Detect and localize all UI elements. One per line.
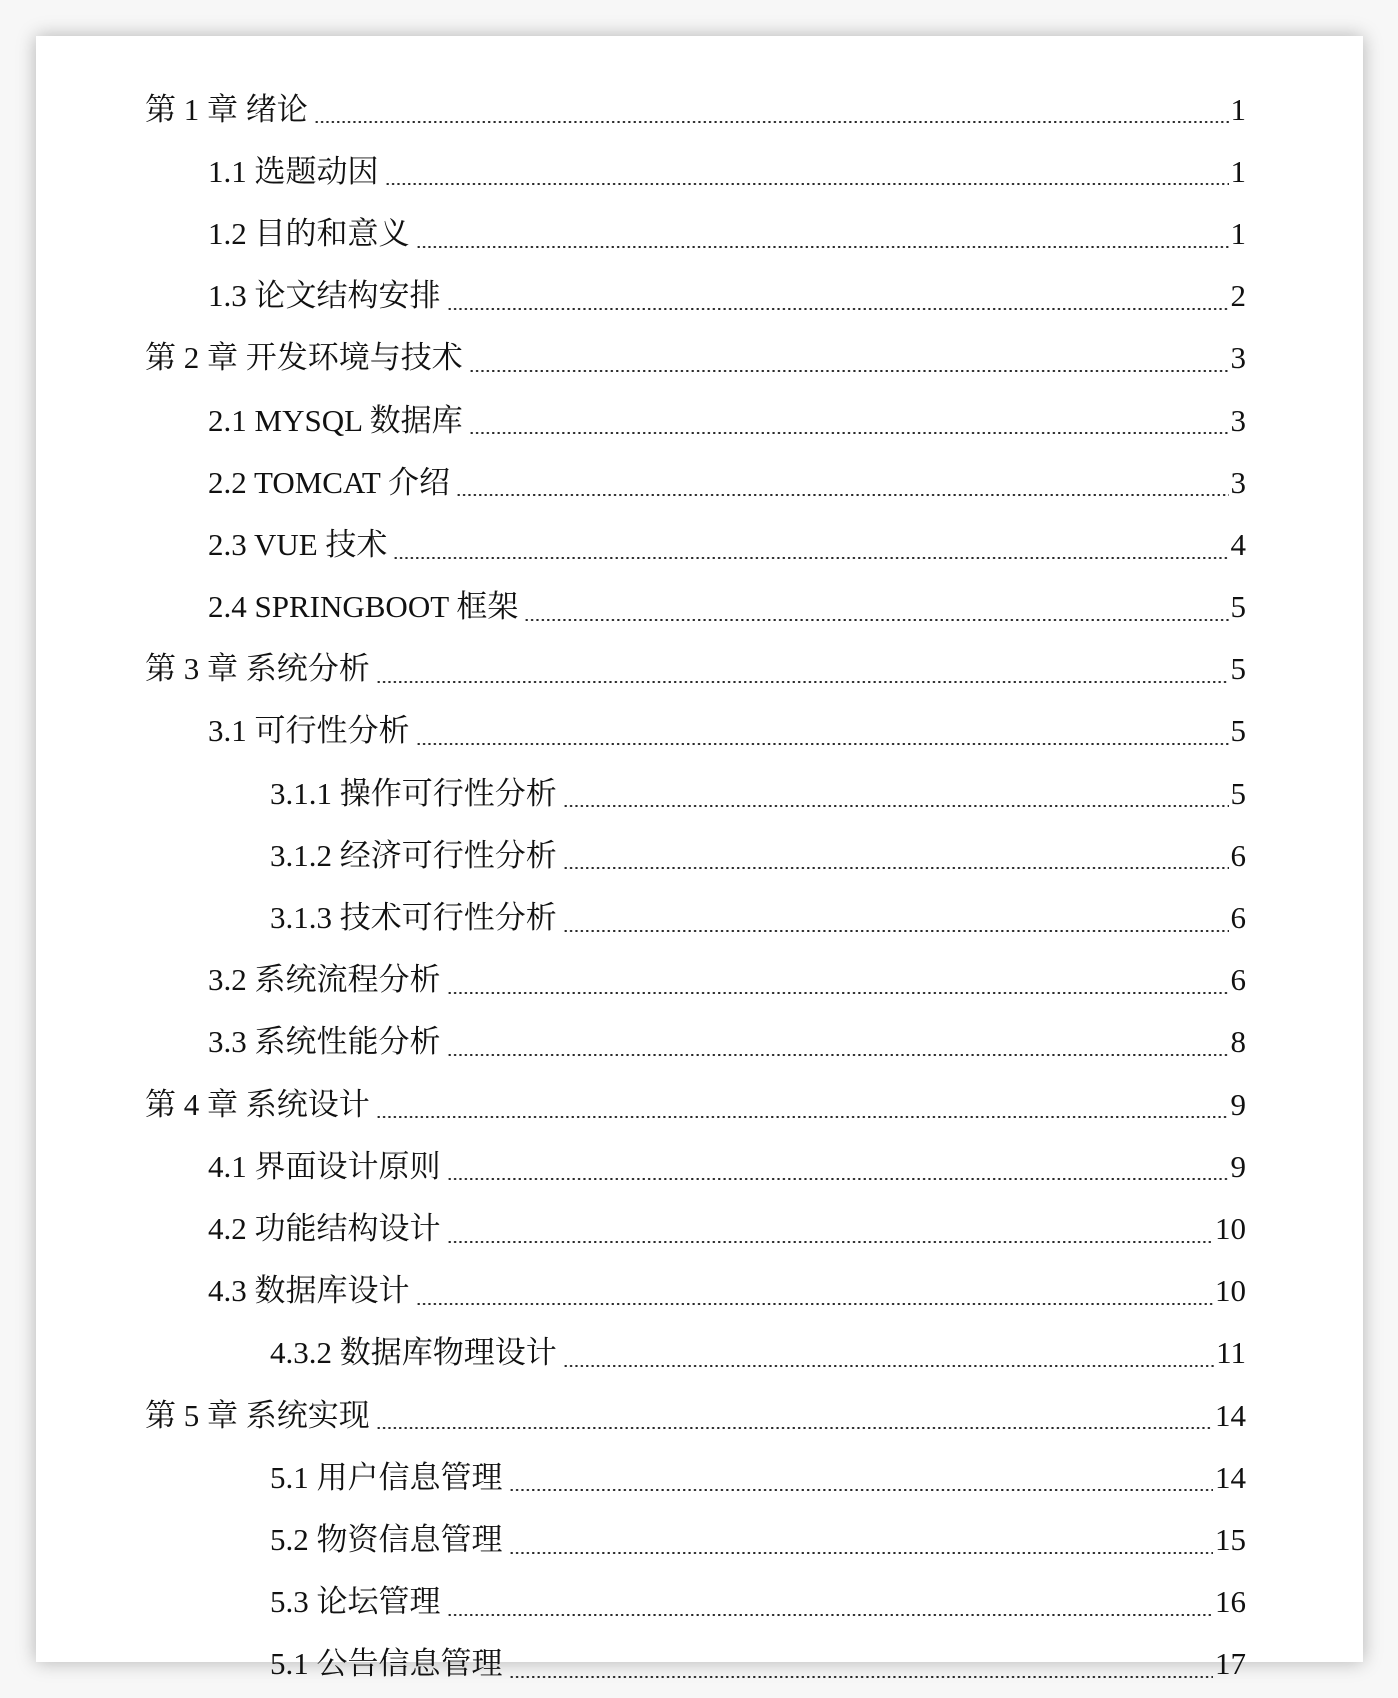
dot-leader	[376, 681, 1229, 683]
toc-entry[interactable]	[36, 1073, 1363, 1135]
dot-leader	[416, 246, 1229, 248]
toc-entry-title: 4.2 功能结构设计	[208, 1210, 441, 1246]
toc-entry[interactable]	[36, 700, 1363, 762]
toc-entry-title: 5.1 用户信息管理	[270, 1459, 503, 1495]
toc-entry[interactable]	[36, 451, 1363, 513]
toc-entry-page: 5	[1230, 775, 1246, 811]
dot-leader	[563, 805, 1229, 807]
dot-leader	[314, 121, 1229, 123]
toc-entry-page: 5	[1230, 651, 1246, 687]
toc-entry-title: 第 1 章 绪论	[145, 91, 308, 127]
toc-entry[interactable]	[36, 824, 1363, 886]
toc-entry-page: 8	[1230, 1024, 1246, 1060]
toc-entry-page: 1	[1230, 91, 1246, 127]
toc-entry[interactable]	[36, 949, 1363, 1011]
toc-entry-title: 1.2 目的和意义	[208, 215, 410, 251]
toc-entry-page: 14	[1215, 1397, 1246, 1433]
dot-leader	[447, 1054, 1229, 1056]
table-of-contents	[36, 78, 1363, 1695]
toc-entry-page: 3	[1230, 464, 1246, 500]
dot-leader	[563, 867, 1229, 869]
toc-entry-page: 3	[1230, 402, 1246, 438]
toc-entry-title: 3.1 可行性分析	[208, 713, 410, 749]
toc-entry-title: 4.3.2 数据库物理设计	[270, 1335, 557, 1371]
toc-entry[interactable]	[36, 576, 1363, 638]
toc-entry-page: 4	[1230, 526, 1246, 562]
toc-entry-title: 5.2 物资信息管理	[270, 1521, 503, 1557]
toc-entry-title: 5.1 公告信息管理	[270, 1646, 503, 1682]
toc-entry-page: 1	[1230, 215, 1246, 251]
toc-entry-title: 2.1 MYSQL 数据库	[208, 402, 463, 438]
dot-leader	[447, 308, 1229, 310]
dot-leader	[447, 1178, 1229, 1180]
toc-entry-title: 1.3 论文结构安排	[208, 278, 441, 314]
toc-entry-page: 5	[1230, 589, 1246, 625]
dot-leader	[376, 1116, 1229, 1118]
dot-leader	[393, 557, 1228, 559]
toc-entry[interactable]	[36, 1384, 1363, 1446]
toc-entry-title: 4.3 数据库设计	[208, 1273, 410, 1309]
toc-entry[interactable]	[36, 513, 1363, 575]
toc-entry-title: 第 3 章 系统分析	[145, 651, 370, 687]
dot-leader	[376, 1427, 1213, 1429]
dot-leader	[563, 1365, 1214, 1367]
dot-leader	[509, 1489, 1214, 1491]
toc-entry-title: 第 2 章 开发环境与技术	[145, 340, 463, 376]
toc-entry-title: 4.1 界面设计原则	[208, 1148, 441, 1184]
toc-entry[interactable]	[36, 1260, 1363, 1322]
toc-entry[interactable]	[36, 1633, 1363, 1695]
dot-leader	[469, 432, 1229, 434]
toc-entry-title: 3.1.1 操作可行性分析	[270, 775, 557, 811]
toc-entry-title: 1.1 选题动因	[208, 153, 379, 189]
toc-entry-page: 2	[1230, 278, 1246, 314]
toc-entry[interactable]	[36, 1135, 1363, 1197]
dot-leader	[416, 1303, 1214, 1305]
toc-entry[interactable]	[36, 78, 1363, 140]
toc-entry-title: 2.3 VUE 技术	[208, 526, 388, 562]
toc-entry-page: 5	[1230, 713, 1246, 749]
toc-entry-title: 3.2 系统流程分析	[208, 962, 441, 998]
toc-entry-title: 3.3 系统性能分析	[208, 1024, 441, 1060]
toc-entry[interactable]	[36, 886, 1363, 948]
dot-leader	[469, 370, 1229, 372]
toc-entry-page: 6	[1230, 962, 1246, 998]
toc-entry-page: 3	[1230, 340, 1246, 376]
document-page	[36, 36, 1363, 1682]
toc-entry-page: 6	[1230, 900, 1246, 936]
toc-entry[interactable]	[36, 762, 1363, 824]
toc-entry-page: 9	[1230, 1086, 1246, 1122]
toc-entry[interactable]	[36, 140, 1363, 202]
dot-leader	[447, 992, 1229, 994]
toc-entry-title: 3.1.2 经济可行性分析	[270, 837, 557, 873]
dot-leader	[456, 494, 1228, 496]
toc-entry-page: 9	[1230, 1148, 1246, 1184]
dot-leader	[416, 743, 1229, 745]
toc-entry-page: 10	[1215, 1273, 1246, 1309]
toc-entry[interactable]	[36, 265, 1363, 327]
toc-entry[interactable]	[36, 202, 1363, 264]
dot-leader	[563, 930, 1229, 932]
toc-entry[interactable]	[36, 1508, 1363, 1570]
toc-entry-page: 1	[1230, 153, 1246, 189]
toc-entry-title: 第 4 章 系统设计	[145, 1086, 370, 1122]
toc-entry[interactable]	[36, 1011, 1363, 1073]
dot-leader	[385, 183, 1229, 185]
toc-entry-page: 17	[1215, 1646, 1246, 1682]
toc-entry-page: 10	[1215, 1210, 1246, 1246]
toc-entry[interactable]	[36, 1197, 1363, 1259]
toc-entry[interactable]	[36, 1446, 1363, 1508]
toc-entry-title: 2.4 SPRINGBOOT 框架	[208, 589, 519, 625]
dot-leader	[509, 1676, 1214, 1678]
toc-entry-page: 6	[1230, 837, 1246, 873]
dot-leader	[524, 619, 1228, 621]
toc-entry[interactable]	[36, 389, 1363, 451]
toc-entry[interactable]	[36, 1571, 1363, 1633]
dot-leader	[447, 1241, 1214, 1243]
toc-entry[interactable]	[36, 638, 1363, 700]
toc-entry[interactable]	[36, 327, 1363, 389]
toc-entry-page: 14	[1215, 1459, 1246, 1495]
toc-entry[interactable]	[36, 1322, 1363, 1384]
toc-entry-page: 15	[1215, 1521, 1246, 1557]
toc-entry-title: 5.3 论坛管理	[270, 1584, 441, 1620]
toc-entry-page: 16	[1215, 1584, 1246, 1620]
toc-entry-title: 2.2 TOMCAT 介绍	[208, 464, 451, 500]
toc-entry-title: 第 5 章 系统实现	[145, 1397, 370, 1433]
dot-leader	[447, 1614, 1214, 1616]
toc-entry-page: 11	[1216, 1335, 1246, 1371]
toc-entry-title: 3.1.3 技术可行性分析	[270, 900, 557, 936]
dot-leader	[509, 1552, 1214, 1554]
